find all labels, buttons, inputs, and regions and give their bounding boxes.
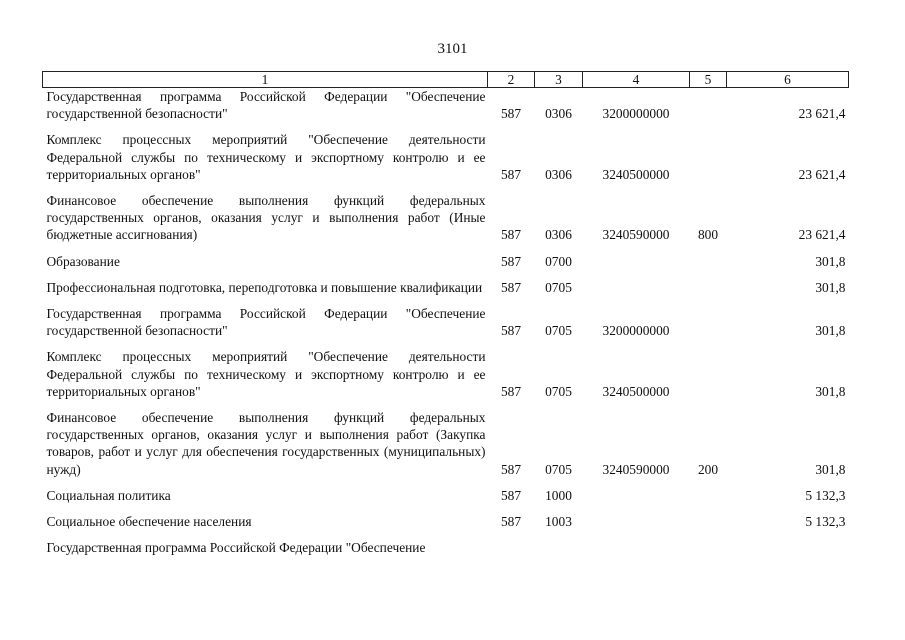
row-section-code	[535, 539, 583, 556]
table-row	[43, 253, 849, 279]
row-amount: 301,8	[815, 461, 846, 477]
row-section-code: 0306	[545, 227, 572, 243]
row-amount: 5 132,3	[805, 487, 846, 503]
row-amount	[727, 539, 849, 556]
row-expense-type-code	[690, 305, 727, 348]
row-target-item-code: 3200000000	[602, 106, 670, 122]
table-row	[43, 539, 849, 556]
row-department-code: 587	[500, 253, 522, 269]
row-amount: 23 621,4	[798, 106, 846, 122]
row-department-code: 587	[500, 514, 522, 530]
column-header-department: 2	[488, 72, 535, 88]
row-amount: 301,8	[815, 323, 846, 339]
column-header-name: 1	[43, 72, 488, 88]
row-name: Социальное обеспечение населения	[46, 514, 252, 530]
row-name: Комплекс процессных мероприятий "Обеспечение деятельности Федеральной службы по техническому и экспортному контролю и ее территориальных органов"	[46, 349, 486, 399]
budget-table	[42, 71, 849, 556]
column-header-expense-type: 5	[690, 72, 727, 88]
row-expense-type-code	[690, 279, 727, 305]
table-row	[43, 348, 849, 409]
table-row	[43, 513, 849, 539]
row-department-code: 587	[500, 487, 522, 503]
row-target-item-code: 3240590000	[602, 227, 670, 243]
row-name: Государственная программа Российской Федерации "Обеспечение государственной безопасности"	[46, 306, 486, 339]
table-row	[43, 487, 849, 513]
table-row	[43, 305, 849, 348]
table-row	[43, 409, 849, 487]
row-amount: 301,8	[815, 253, 846, 269]
row-target-item-code: 3240590000	[602, 461, 670, 477]
row-amount: 301,8	[815, 383, 846, 399]
row-expense-type-code	[690, 131, 727, 192]
row-department-code: 587	[500, 106, 522, 122]
table-row	[43, 279, 849, 305]
row-target-item-code: 3200000000	[602, 323, 670, 339]
row-expense-type-code: 800	[697, 227, 719, 243]
row-amount: 23 621,4	[798, 166, 846, 182]
row-department-code: 587	[500, 166, 522, 182]
page-number: 3101	[437, 41, 468, 57]
row-name: Комплекс процессных мероприятий "Обеспечение деятельности Федеральной службы по техническому и экспортному контролю и ее территориальных органов"	[46, 132, 486, 182]
row-department-code: 587	[500, 383, 522, 399]
row-department-code	[488, 539, 535, 556]
row-name: Финансовое обеспечение выполнения функций федеральных государственных органов, оказания услуг и выполнения работ (Закупка товаров, работ и услуг для обеспечения государственных (муниципальных) нужд)	[46, 410, 486, 477]
column-header-target-item: 4	[583, 72, 690, 88]
row-amount: 23 621,4	[798, 227, 846, 243]
row-section-code: 1003	[545, 514, 572, 530]
row-section-code: 0705	[545, 279, 572, 295]
row-name: Государственная программа Российской Федерации "Обеспечение государственной безопасности"	[46, 89, 486, 122]
column-number-header	[43, 72, 849, 88]
row-expense-type-code	[690, 253, 727, 279]
row-amount: 301,8	[815, 279, 846, 295]
row-department-code: 587	[500, 279, 522, 295]
column-header-amount: 6	[727, 72, 849, 88]
column-header-section: 3	[535, 72, 583, 88]
row-name: Государственная программа Российской Федерации "Обеспечение	[46, 540, 426, 556]
row-expense-type-code	[690, 88, 727, 132]
row-section-code: 0306	[545, 106, 572, 122]
row-expense-type-code	[690, 513, 727, 539]
row-expense-type-code	[690, 348, 727, 409]
row-section-code: 0700	[545, 253, 572, 269]
row-target-item-code	[583, 279, 690, 305]
row-amount: 5 132,3	[805, 514, 846, 530]
row-section-code: 0306	[545, 166, 572, 182]
table-row	[43, 88, 849, 132]
row-target-item-code	[583, 513, 690, 539]
row-name: Профессиональная подготовка, переподготовка и повышение квалификации	[46, 279, 483, 295]
row-expense-type-code	[690, 487, 727, 513]
row-target-item-code	[583, 539, 690, 556]
table-row	[43, 192, 849, 253]
row-expense-type-code	[690, 539, 727, 556]
row-name: Финансовое обеспечение выполнения функций федеральных государственных органов, оказания услуг и выполнения работ (Иные бюджетные ассигнования)	[46, 193, 486, 243]
row-section-code: 0705	[545, 323, 572, 339]
row-target-item-code: 3240500000	[602, 166, 670, 182]
table-row	[43, 131, 849, 192]
row-section-code: 1000	[545, 487, 572, 503]
row-section-code: 0705	[545, 461, 572, 477]
row-expense-type-code: 200	[697, 461, 719, 477]
row-name: Социальная политика	[46, 487, 171, 503]
row-target-item-code	[583, 487, 690, 513]
row-section-code: 0705	[545, 383, 572, 399]
row-department-code: 587	[500, 461, 522, 477]
row-department-code: 587	[500, 227, 522, 243]
row-target-item-code: 3240500000	[602, 383, 670, 399]
row-department-code: 587	[500, 323, 522, 339]
row-name: Образование	[46, 253, 120, 269]
row-target-item-code	[583, 253, 690, 279]
